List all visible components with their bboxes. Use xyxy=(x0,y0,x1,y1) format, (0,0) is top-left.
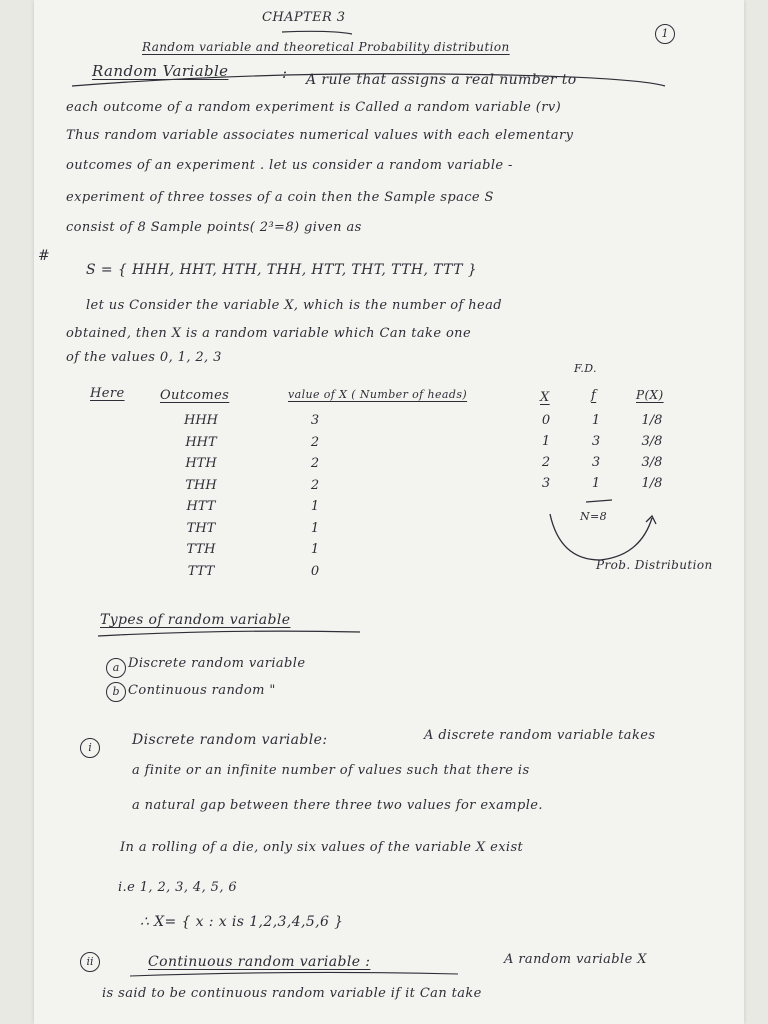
type-item-continuous: Continuous random " xyxy=(128,683,276,698)
hash-mark: # xyxy=(38,248,51,264)
fd-cell-f: 3 xyxy=(591,434,601,449)
table-cell-value: 2 xyxy=(310,456,320,471)
fd-total: N=8 xyxy=(580,510,608,523)
value-column-header: value of X ( Number of heads) xyxy=(288,388,468,401)
table-cell-outcome: HHH xyxy=(183,413,218,428)
fd-title: F.D. xyxy=(574,362,597,375)
table-cell-outcome: HTH xyxy=(185,456,217,471)
intro-line-2: each outcome of a random experiment is Called a random variable (rv) xyxy=(66,100,562,115)
intro-line-3: Thus random variable associates numerical values with each elementary xyxy=(66,128,574,143)
fd-p-header: P(X) xyxy=(636,388,664,402)
fd-caption: Prob. Distribution xyxy=(596,558,713,572)
after-line-1: let us Consider the variable X, which is the number of head xyxy=(86,298,502,313)
page-number-badge: 1 xyxy=(655,24,675,44)
intro-line-6: consist of 8 Sample points( 2³=8) given as xyxy=(66,220,362,235)
continuous-marker: ii xyxy=(80,952,100,972)
table-cell-outcome: THT xyxy=(186,520,216,536)
fd-cell-f: 1 xyxy=(591,413,601,428)
fd-cell-x: 0 xyxy=(541,413,551,428)
subtitle: Random variable and theoretical Probability distribution xyxy=(142,40,510,54)
discrete-heading: Discrete random variable: xyxy=(132,732,328,748)
table-cell-outcome: HTT xyxy=(186,499,216,514)
table-cell-value: 1 xyxy=(310,520,320,536)
discrete-set: ∴ X= { x : x is 1,2,3,4,5,6 } xyxy=(140,914,344,930)
fd-cell-x: 1 xyxy=(541,434,551,449)
table-cell-outcome: THH xyxy=(185,477,217,493)
types-heading: Types of random variable xyxy=(100,612,291,628)
values-column xyxy=(300,410,330,582)
chapter-title: CHAPTER 3 xyxy=(262,10,346,25)
table-cell-value: 1 xyxy=(310,499,320,514)
fd-p-column xyxy=(632,410,672,494)
random-variable-heading: Random Variable xyxy=(92,62,229,80)
intro-line-4: outcomes of an experiment . let us consider a random variable - xyxy=(66,158,513,173)
type-marker-b: b xyxy=(106,682,126,702)
after-line-2: obtained, then X is a random variable which Can take one xyxy=(66,326,472,341)
discrete-line-3: a natural gap between there three two values for example. xyxy=(132,798,543,813)
fd-cell-p: 1/8 xyxy=(641,476,663,491)
table-cell-value: 1 xyxy=(310,542,320,557)
fd-cell-x: 2 xyxy=(541,455,551,470)
fd-f-column xyxy=(584,410,608,494)
discrete-line-5: i.e 1, 2, 3, 4, 5, 6 xyxy=(118,880,238,895)
fd-cell-f: 3 xyxy=(591,455,601,470)
table-cell-value: 2 xyxy=(310,477,320,493)
discrete-line-4: In a rolling of a die, only six values of the variable X exist xyxy=(120,840,524,855)
table-cell-value: 3 xyxy=(310,413,320,428)
discrete-line-1: A discrete random variable takes xyxy=(424,728,656,743)
fd-cell-p: 3/8 xyxy=(641,455,663,470)
fd-cell-f: 1 xyxy=(591,476,601,491)
continuous-heading: Continuous random variable : xyxy=(148,954,371,970)
notebook-page xyxy=(34,0,744,1024)
intro-line-1: A rule that assigns a real number to xyxy=(306,72,577,88)
table-cell-value: 0 xyxy=(310,563,320,579)
outcomes-column xyxy=(176,410,226,582)
table-cell-outcome: TTH xyxy=(186,542,216,557)
heading-colon: : xyxy=(282,64,288,82)
here-label: Here xyxy=(90,386,125,401)
continuous-line-2: is said to be continuous random variable if it Can take xyxy=(102,986,482,1001)
fd-x-header: X xyxy=(540,390,550,405)
type-item-discrete: Discrete random variable xyxy=(128,656,306,671)
discrete-line-2: a finite or an infinite number of values such that there is xyxy=(132,763,530,778)
discrete-marker: i xyxy=(80,738,100,758)
fd-f-header: f xyxy=(591,388,597,403)
fd-x-column xyxy=(534,410,558,494)
continuous-line-1: A random variable X xyxy=(504,952,647,967)
outcomes-column-header: Outcomes xyxy=(160,388,230,403)
fd-cell-p: 1/8 xyxy=(641,413,663,428)
table-cell-outcome: HHT xyxy=(185,434,217,450)
fd-cell-x: 3 xyxy=(541,476,551,491)
sample-space: S = { HHH, HHT, HTH, THH, HTT, THT, TTH, TTT } xyxy=(86,262,478,278)
fd-cell-p: 3/8 xyxy=(641,434,663,449)
table-cell-value: 2 xyxy=(310,434,320,450)
type-marker-a: a xyxy=(106,658,126,678)
after-line-3: of the values 0, 1, 2, 3 xyxy=(66,350,222,365)
table-cell-outcome: TTT xyxy=(187,563,215,579)
intro-line-5: experiment of three tosses of a coin then the Sample space S xyxy=(66,190,494,205)
